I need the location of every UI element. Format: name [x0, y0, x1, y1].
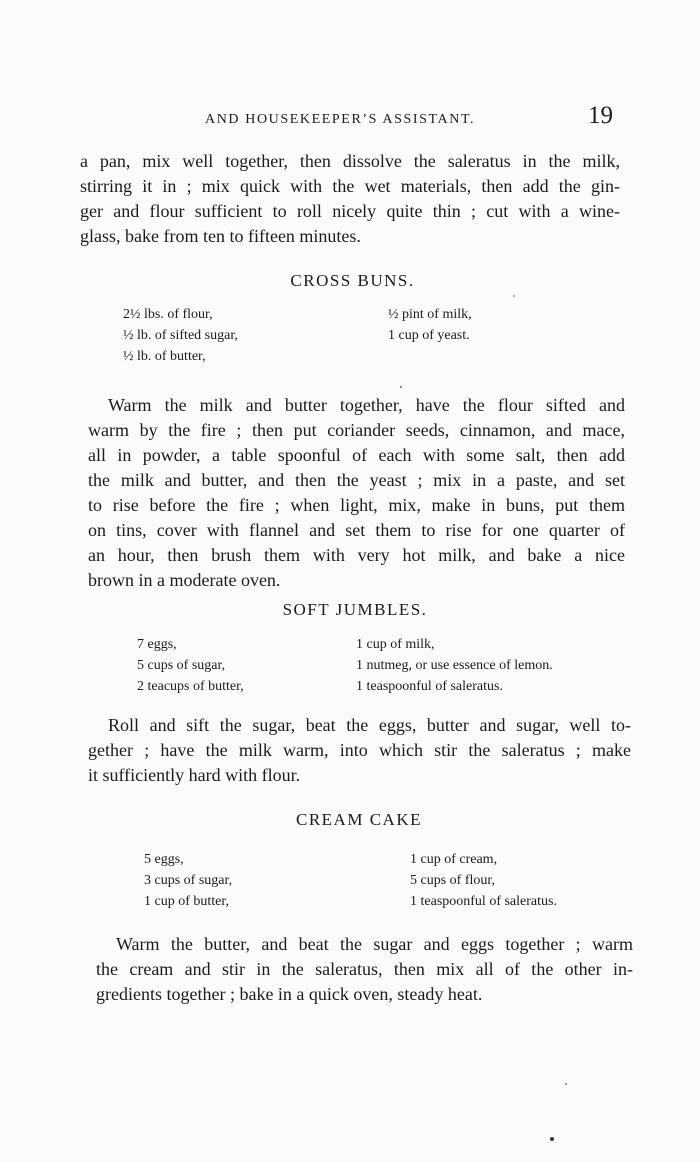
ingredient-item: 5 cups of sugar, — [137, 658, 226, 673]
ingredient-item: 2½ lbs. of flour, — [123, 307, 213, 322]
paper-speck — [550, 1137, 554, 1141]
ingredient-item: 1 teaspoonful of saleratus. — [356, 679, 503, 694]
ingredient-item: 1 teaspoonful of saleratus. — [410, 894, 557, 909]
paper-speck — [513, 295, 515, 297]
ingredient-item: 1 cup of butter, — [144, 894, 229, 909]
text-line: an hour, then brush them with very hot milk, and bake a nice — [88, 545, 625, 565]
text-line: Warm the milk and butter together, have the flour sifted and — [108, 395, 625, 415]
recipe-method-soft-jumbles — [88, 713, 631, 788]
ingredient-item: 3 cups of sugar, — [144, 873, 233, 888]
ingredient-item: ½ lb. of sifted sugar, — [123, 328, 238, 343]
ingredient-item: ½ pint of milk, — [388, 307, 472, 322]
running-title: AND HOUSEKEEPER’S ASSISTANT. — [205, 112, 476, 127]
ingredient-item: 1 nutmeg, or use essence of lemon. — [356, 658, 553, 673]
text-line: the milk and butter, and then the yeast ; mix in a paste, and set — [88, 470, 625, 490]
ingredient-item: 5 cups of flour, — [410, 873, 495, 888]
ingredient-item: 1 cup of cream, — [410, 852, 498, 867]
text-line: to rise before the fire ; when light, mix, make in buns, put them — [88, 495, 625, 515]
text-line: gether ; have the milk warm, into which stir the saleratus ; make — [88, 740, 631, 760]
paper-speck — [400, 386, 402, 388]
text-line: gredients together ; bake in a quick oven, steady heat. — [96, 984, 483, 1004]
ingredient-item: ½ lb. of butter, — [123, 349, 206, 364]
recipe-title-cream-cake: CREAM CAKE — [296, 810, 422, 829]
paper-speck — [565, 1083, 567, 1085]
text-line: warm by the fire ; then put coriander seeds, cinnamon, and mace, — [88, 420, 625, 440]
ingredient-item: 1 cup of yeast. — [388, 328, 470, 343]
ingredient-item: 5 eggs, — [144, 852, 184, 867]
text-line: it sufficiently hard with flour. — [88, 765, 301, 785]
page-number: 19 — [588, 102, 613, 129]
ingredient-item: 2 teacups of butter, — [137, 679, 244, 694]
ingredient-list-right — [356, 634, 553, 697]
recipe-title-cross-buns: CROSS BUNS. — [290, 271, 415, 290]
text-line: Roll and sift the sugar, beat the eggs, butter and sugar, well to- — [108, 715, 631, 735]
ingredient-item: 7 eggs, — [137, 637, 177, 652]
text-line: stirring it in ; mix quick with the wet materials, then add the gin- — [80, 176, 620, 196]
text-line: on tins, cover with flannel and set them to rise for one quarter of — [88, 520, 625, 540]
recipe-method-cream-cake — [96, 932, 633, 1007]
ingredient-list-left — [137, 634, 244, 697]
text-line: glass, bake from ten to fifteen minutes. — [80, 226, 361, 246]
text-line: all in powder, a table spoonful of each with some salt, then add — [88, 445, 625, 465]
ingredient-list-right — [388, 304, 472, 346]
ingredient-list-left — [144, 849, 232, 912]
text-line: a pan, mix well together, then dissolve the saleratus in the milk, — [80, 151, 620, 171]
ingredient-list-left — [123, 304, 238, 367]
recipe-title-soft-jumbles: SOFT JUMBLES. — [282, 600, 428, 619]
text-line: ger and flour sufficient to roll nicely quite thin ; cut with a wine- — [80, 201, 620, 221]
text-line: Warm the butter, and beat the sugar and eggs together ; warm — [116, 934, 633, 954]
text-line: brown in a moderate oven. — [88, 570, 281, 590]
ingredient-item: 1 cup of milk, — [356, 637, 435, 652]
recipe-method-cross-buns — [88, 393, 625, 593]
intro-paragraph — [80, 149, 620, 249]
ingredient-list-right — [410, 849, 557, 912]
text-line: the cream and stir in the saleratus, then mix all of the other in- — [96, 959, 633, 979]
